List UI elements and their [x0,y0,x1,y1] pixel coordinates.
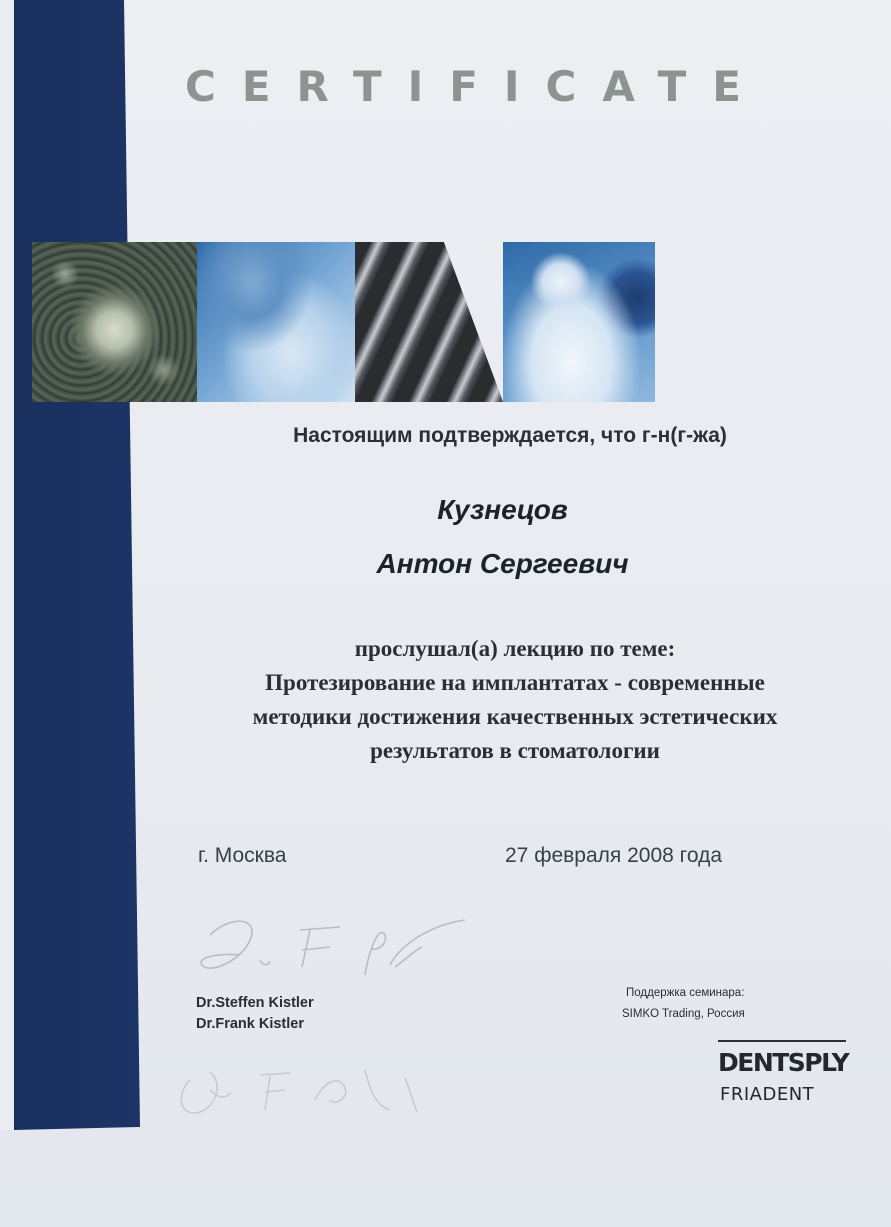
micrograph-image [32,242,197,402]
signatory-name: Dr.Frank Kistler [196,1016,304,1032]
lecture-block [175,632,855,768]
lecture-topic-line: методики достижения качественных эстетических [252,704,778,729]
signatories [196,993,314,1035]
signature-steffen-kistler [190,905,480,995]
doctor-portrait-image [503,242,655,402]
support-label: Поддержка семинара: [626,987,745,999]
confirmation-text: Настоящим подтверждается, что г-н(г-жа) [293,424,727,447]
seminar-support [622,983,745,1025]
lecture-intro: прослушал(а) лекцию по теме: [354,636,676,661]
signature-frank-kistler [165,1040,455,1130]
logo-brand: DENTSPLY [718,1048,849,1077]
lecture-topic-line: результатов в стоматологии [370,738,660,763]
recipient-given-names: Антон Сергеевич [376,548,629,579]
recipient-surname: Кузнецов [437,494,568,525]
lecture-topic-line: Протезирование на имплантатах - современные [265,670,765,695]
certificate-title: CERTIFICATE [185,62,767,111]
logo-rule [718,1040,846,1042]
left-blue-band [0,0,140,1130]
date: 27 февраля 2008 года [505,844,723,867]
dental-work-image [197,242,355,402]
support-sponsor: SIMKO Trading, Россия [622,1008,745,1020]
implant-thread-image [355,242,503,402]
logo-sub: FRIADENT [720,1084,815,1105]
city: г. Москва [198,844,287,867]
dentsply-friadent-logo [718,1040,848,1112]
signatory-name: Dr.Steffen Kistler [196,995,314,1011]
